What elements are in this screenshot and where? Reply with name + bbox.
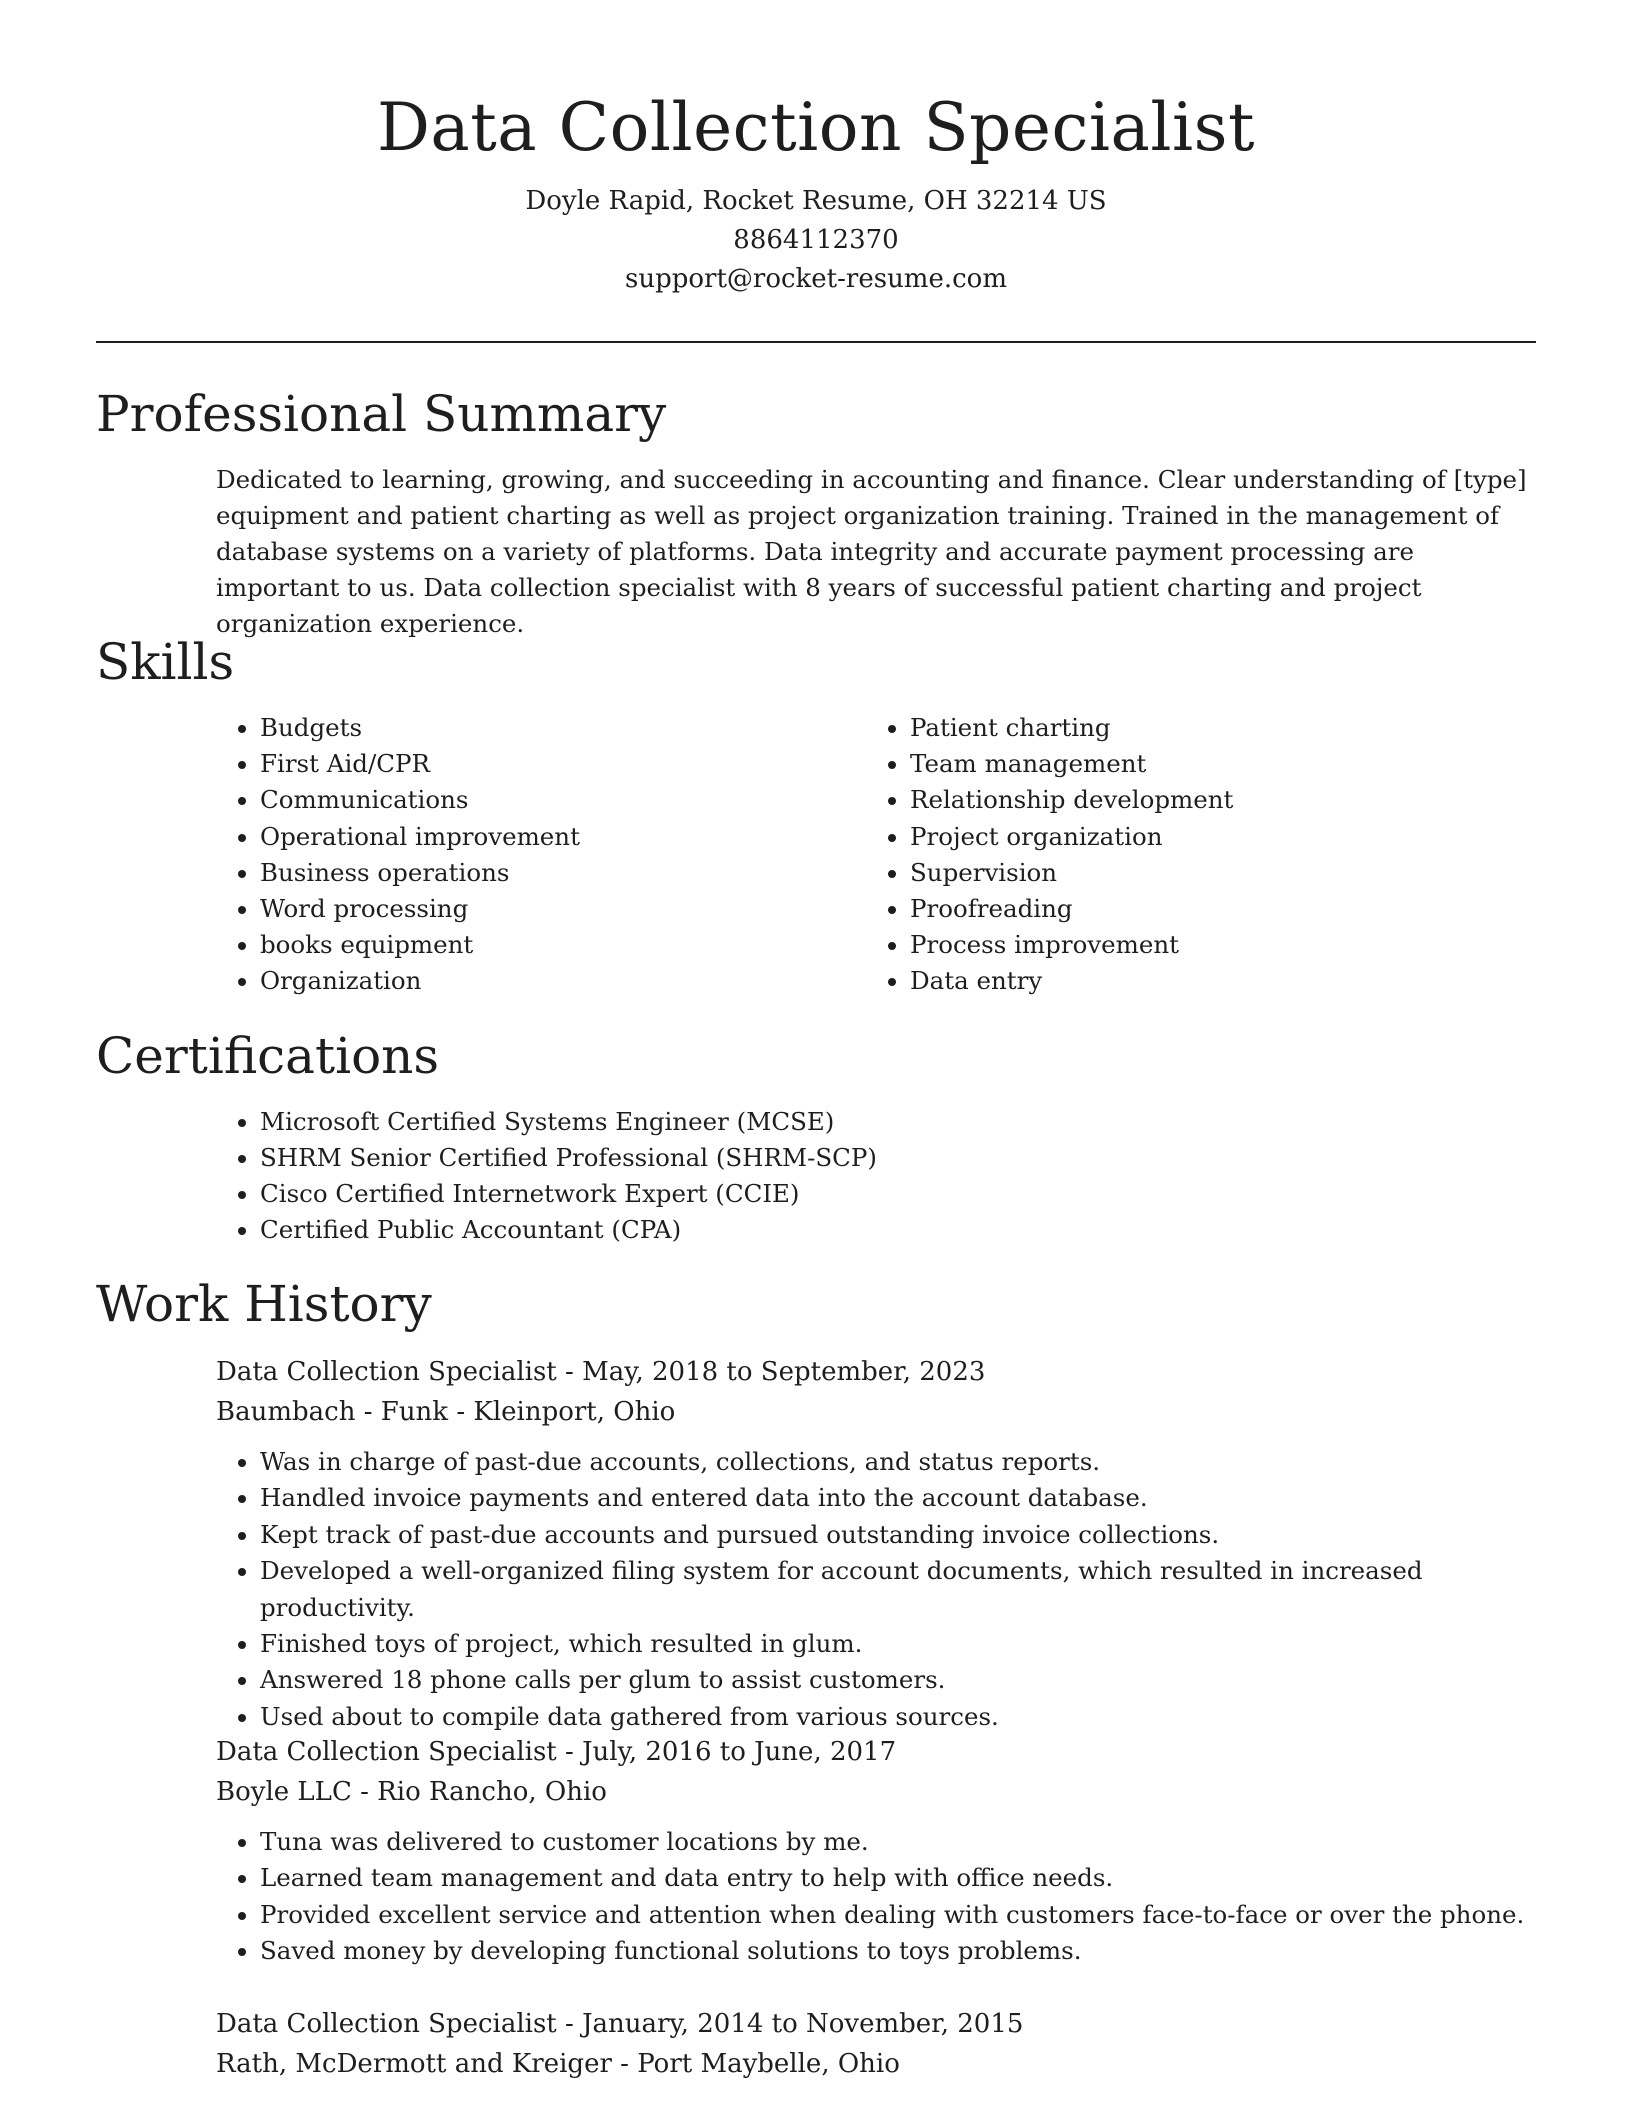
contact-phone: 8864112370 — [733, 225, 899, 255]
certification-item: • Certified Public Accountant (CPA) — [260, 1212, 877, 1248]
skill-item: • Proofreading — [910, 891, 1233, 927]
skill-item: • Business operations — [260, 855, 580, 891]
job-duties — [216, 1824, 1566, 1970]
skills-heading: Skills — [96, 633, 235, 691]
job-role: Data Collection Specialist — [216, 1737, 557, 1767]
header-divider — [96, 341, 1536, 343]
job-separator: - — [360, 1777, 378, 1807]
job-location: Rio Rancho, Ohio — [377, 1777, 607, 1807]
skills-list-right — [866, 710, 1233, 1000]
job-separator: - — [565, 1737, 583, 1767]
work-history-heading: Work History — [96, 1275, 432, 1333]
job-duty-item: • Learned team management and data entry to help with office needs. — [260, 1860, 1566, 1896]
job-entry — [216, 1732, 1566, 1970]
job-entry — [216, 1352, 1566, 1735]
job-entry — [216, 2004, 1566, 2084]
skill-item: • Process improvement — [910, 927, 1233, 963]
skill-item: • Organization — [260, 963, 580, 999]
job-title-line — [216, 1352, 1566, 1392]
job-title-line — [216, 1732, 1566, 1772]
certifications-heading: Certifications — [96, 1027, 440, 1085]
job-separator: - — [565, 2009, 583, 2039]
job-title-line — [216, 2004, 1566, 2044]
job-company-line — [216, 2044, 1566, 2084]
contact-email: support@rocket-resume.com — [624, 264, 1007, 294]
skill-item: • Word processing — [260, 891, 580, 927]
skill-item: • First Aid/CPR — [260, 746, 580, 782]
skill-item: • Supervision — [910, 855, 1233, 891]
skill-item: • Relationship development — [910, 782, 1233, 818]
job-duty-item: • Handled invoice payments and entered data into the account database. — [260, 1480, 1566, 1516]
skill-item: • Data entry — [910, 963, 1233, 999]
skill-item: • Communications — [260, 782, 580, 818]
certification-item: • Cisco Certified Internetwork Expert (CCIE) — [260, 1176, 877, 1212]
job-duty-item: • Developed a well-organized filing system for account documents, which resulted in increased productivity. — [260, 1553, 1566, 1626]
job-duty-item: • Was in charge of past-due accounts, collections, and status reports. — [260, 1444, 1566, 1480]
certification-item: • Microsoft Certified Systems Engineer (MCSE) — [260, 1104, 877, 1140]
job-duty-item: • Saved money by developing functional solutions to toys problems. — [260, 1933, 1566, 1969]
job-dates: May, 2018 to September, 2023 — [582, 1357, 986, 1387]
job-dates: July, 2016 to June, 2017 — [582, 1737, 897, 1767]
job-duty-item: • Kept track of past-due accounts and pursued outstanding invoice collections. — [260, 1517, 1566, 1553]
job-company: Rath, McDermott and Kreiger — [216, 2049, 612, 2079]
skill-item: • Team management — [910, 746, 1233, 782]
skill-item: • Budgets — [260, 710, 580, 746]
job-company-line — [216, 1772, 1566, 1812]
job-duty-item: • Tuna was delivered to customer locations by me. — [260, 1824, 1566, 1860]
job-location: Port Maybelle, Ohio — [637, 2049, 900, 2079]
job-duty-item: • Finished toys of project, which resulted in glum. — [260, 1626, 1566, 1662]
job-company-line — [216, 1392, 1566, 1432]
summary-text: Dedicated to learning, growing, and succeeding in accounting and finance. Clear understanding of [type] equipment and patient charting as well as project organization training. Trained in the management of database systems on a variety of platforms. Data integrity and accurate payment processing are important to us. Data collection specialist with 8 years of successful patient charting and project organization experience. — [216, 465, 1527, 638]
job-location: Kleinport, Ohio — [473, 1397, 676, 1427]
job-duty-item: • Used about to compile data gathered from various sources. — [260, 1699, 1566, 1735]
summary-heading: Professional Summary — [96, 385, 667, 443]
skill-item: • Patient charting — [910, 710, 1233, 746]
skill-item: • books equipment — [260, 927, 580, 963]
contact-address: Doyle Rapid, Rocket Resume, OH 32214 US — [525, 186, 1107, 216]
candidate-name: Data Collection Specialist — [377, 89, 1255, 166]
job-duty-item: • Answered 18 phone calls per glum to assist customers. — [260, 1662, 1566, 1698]
job-role: Data Collection Specialist — [216, 1357, 557, 1387]
job-dates: January, 2014 to November, 2015 — [582, 2009, 1024, 2039]
skills-list-left — [216, 710, 580, 1000]
skill-item: • Operational improvement — [260, 819, 580, 855]
job-separator: - — [456, 1397, 474, 1427]
job-duties — [216, 1444, 1566, 1735]
certifications-list — [216, 1104, 877, 1248]
job-role: Data Collection Specialist — [216, 2009, 557, 2039]
certification-item: • SHRM Senior Certified Professional (SHRM-SCP) — [260, 1140, 877, 1176]
skill-item: • Project organization — [910, 819, 1233, 855]
resume-header — [0, 82, 1632, 299]
job-duty-item: • Provided excellent service and attention when dealing with customers face-to-face or over the phone. — [260, 1897, 1566, 1933]
job-company: Baumbach - Funk — [216, 1397, 449, 1427]
job-company: Boyle LLC — [216, 1777, 352, 1807]
job-separator: - — [565, 1357, 583, 1387]
job-separator: - — [620, 2049, 638, 2079]
